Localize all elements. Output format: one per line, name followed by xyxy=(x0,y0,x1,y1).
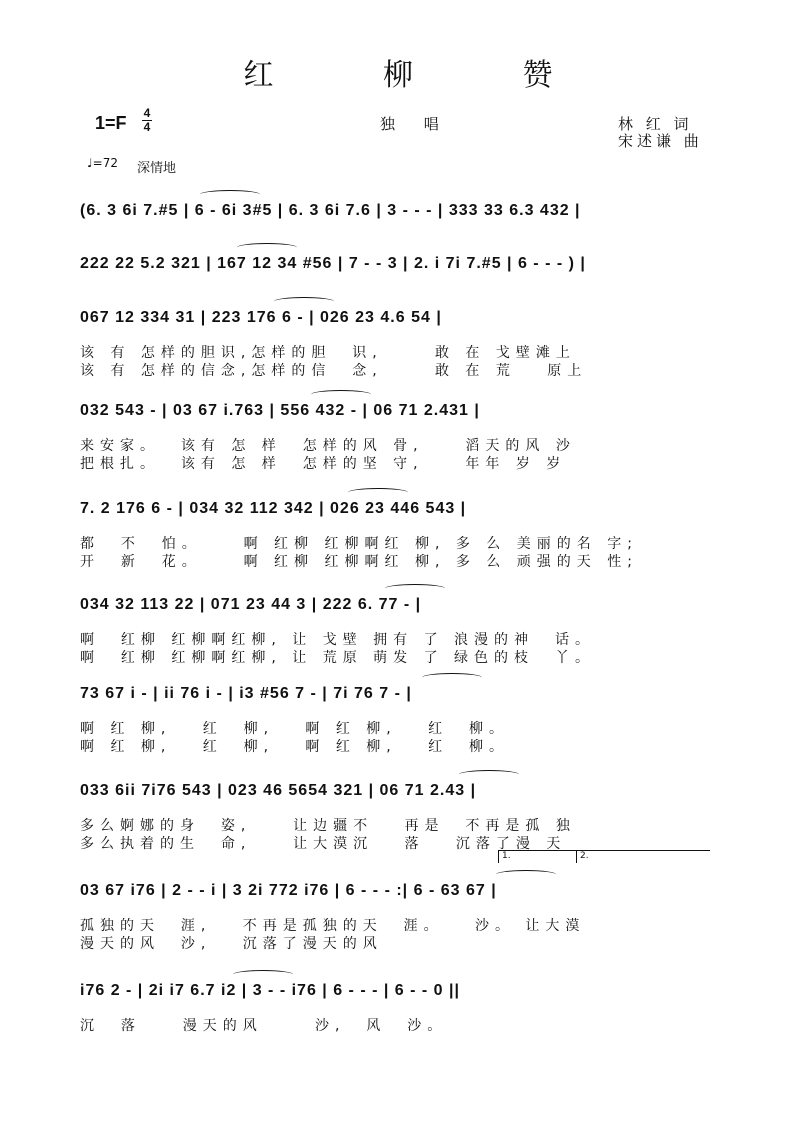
slur-mark xyxy=(200,190,260,199)
time-signature xyxy=(142,107,152,134)
song-title: 红 柳 赞 xyxy=(243,58,603,93)
note-line: 7. 2 176 6 - | 034 32 112 342 | 026 23 446 543 | xyxy=(80,500,467,517)
note-line: 033 6ii 7i76 543 | 023 46 5654 321 | 06 71 2.43 | xyxy=(80,782,477,799)
note-line: 222 22 5.2 321 | 167 12 34 #56 | 7 - - 3 | 2. i 7i 7.#5 | 6 - - - ) | xyxy=(80,255,586,272)
slur-mark xyxy=(311,390,371,399)
composer-credit: 宋述谦 曲 xyxy=(618,132,703,150)
lyrics-verse-2: 把根扎。 该有 怎 样 怎样的坚 守, 年年 岁 岁 xyxy=(80,456,567,472)
note-line: i76 2 - | 2i i7 6.7 i2 | 3 - - i76 | 6 - - - | 6 - - 0 || xyxy=(80,982,460,999)
performance-type: 独 唱 xyxy=(380,115,451,133)
lyrics-verse-2: 开 新 花。 啊 红柳 红柳啊红 柳, 多 么 顽强的天 性; xyxy=(80,554,638,570)
note-line: 034 32 113 22 | 071 23 44 3 | 222 6. 77 - | xyxy=(80,596,422,613)
lyrics-verse-1: 多么婀娜的身 姿, 让边疆不 再是 不再是孤 独 xyxy=(80,818,576,834)
note-line: 032 543 - | 03 67 i.763 | 556 432 - | 06 71 2.431 | xyxy=(80,402,480,419)
score-row xyxy=(80,243,720,301)
note-line: (6. 3 6i 7.#5 | 6 - 6i 3#5 | 6. 3 6i 7.6 | 3 - - - | 333 33 6.3 432 | xyxy=(80,202,581,219)
lyrics-verse-2: 多么执着的生 命, 让大漠沉 落 沉落了漫 天 xyxy=(80,836,567,852)
lyricist-credit: 林 红 词 xyxy=(618,115,693,133)
second-ending-bracket: 2. xyxy=(576,850,710,863)
lyrics-verse-1: 孤独的天 涯, 不再是孤独的天 涯。 沙。 让大漠 xyxy=(80,918,586,934)
lyrics-verse-2: 漫天的风 沙, 沉落了漫天的风 xyxy=(80,936,383,952)
slur-mark xyxy=(459,770,519,779)
lyrics-verse-1: 沉 落 漫天的风 沙, 风 沙。 xyxy=(80,1018,448,1034)
lyrics-verse-2: 啊 红柳 红柳啊红柳, 让 荒原 萌发 了 绿色的枝 丫。 xyxy=(80,650,595,666)
slur-mark xyxy=(385,584,445,593)
time-sig-top: 4 xyxy=(143,106,151,120)
lyrics-verse-1: 啊 红柳 红柳啊红柳, 让 戈壁 拥有 了 浪漫的神 话。 xyxy=(80,632,595,648)
time-sig-bottom: 4 xyxy=(143,120,151,134)
tempo-mark: ♩=72 xyxy=(87,156,118,170)
slur-mark xyxy=(233,970,293,979)
key-signature: 1=F xyxy=(95,113,127,133)
note-line: 067 12 334 31 | 223 176 6 - | 026 23 4.6 54 | xyxy=(80,309,442,326)
lyrics-verse-2: 该 有 怎样的信念,怎样的信 念, 敢 在 荒 原上 xyxy=(80,363,588,379)
lyrics-verse-2: 啊 红 柳, 红 柳, 啊 红 柳, 红 柳。 xyxy=(80,739,510,755)
first-ending-bracket: 1. xyxy=(498,850,576,863)
lyrics-verse-1: 该 有 怎样的胆识,怎样的胆 识, 敢 在 戈壁滩上 xyxy=(80,345,576,361)
note-line: 73 67 i - | ii 76 i - | i3 #56 7 - | 7i 76 7 - | xyxy=(80,685,412,702)
expression-mark: 深情地 xyxy=(137,161,177,176)
lyrics-verse-1: 都 不 怕。 啊 红柳 红柳啊红 柳, 多 么 美丽的名 字; xyxy=(80,536,638,552)
lyrics-verse-1: 啊 红 柳, 红 柳, 啊 红 柳, 红 柳。 xyxy=(80,721,510,737)
note-line: 03 67 i76 | 2 - - i | 3 2i 772 i76 | 6 - - - :| 6 - 63 67 | xyxy=(80,882,497,899)
slur-mark xyxy=(274,297,334,306)
slur-mark xyxy=(496,870,556,879)
slur-mark xyxy=(237,243,297,252)
slur-mark xyxy=(422,673,482,682)
slur-mark xyxy=(348,488,408,497)
lyrics-verse-1: 来安家。 该有 怎 样 怎样的风 骨, 滔天的风 沙 xyxy=(80,438,576,454)
score-row xyxy=(80,190,720,248)
